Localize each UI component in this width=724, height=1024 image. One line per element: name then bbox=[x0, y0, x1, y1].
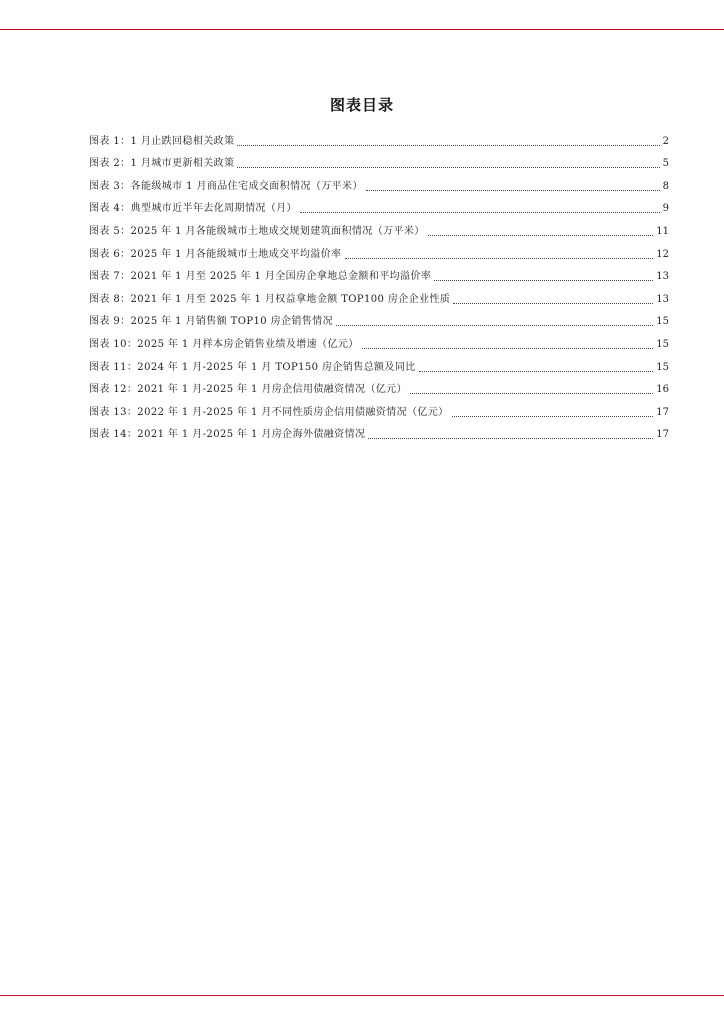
toc-entry-label: 图表 7：2021 年 1 月至 2025 年 1 月全国房企拿地总金额和平均溢价率 bbox=[89, 271, 432, 283]
toc-entry[interactable] bbox=[89, 194, 669, 217]
toc-entry-label: 图表 4：典型城市近半年去化周期情况（月） bbox=[89, 203, 297, 215]
toc-entry-label: 图表 14：2021 年 1 月-2025 年 1 月房企海外债融资情况 bbox=[89, 429, 366, 441]
toc-entry-label: 图表 2：1 月城市更新相关政策 bbox=[89, 158, 235, 170]
toc-entry-page: 9 bbox=[662, 203, 669, 215]
toc-leader-dots bbox=[453, 303, 653, 304]
toc-entry-page: 5 bbox=[662, 158, 669, 170]
toc-entry[interactable] bbox=[89, 239, 669, 262]
toc-entry-label: 图表 13：2022 年 1 月-2025 年 1 月不同性质房企信用债融资情况（亿元） bbox=[89, 406, 449, 418]
toc-leader-dots bbox=[452, 416, 654, 417]
toc-entry-page: 15 bbox=[656, 316, 669, 328]
toc-entry-page: 17 bbox=[656, 406, 669, 418]
toc-entry[interactable] bbox=[89, 420, 669, 443]
footer-rule bbox=[0, 995, 724, 996]
toc-entry[interactable] bbox=[89, 352, 669, 375]
toc-leader-dots bbox=[362, 348, 654, 349]
toc-leader-dots bbox=[419, 371, 654, 372]
toc-entry-page: 13 bbox=[656, 293, 669, 305]
toc-entry[interactable] bbox=[89, 307, 669, 330]
toc-entry[interactable] bbox=[89, 262, 669, 285]
toc-entry-page: 15 bbox=[656, 361, 669, 373]
toc-leader-dots bbox=[300, 212, 660, 213]
toc-entry-label: 图表 6：2025 年 1 月各能级城市土地成交平均溢价率 bbox=[89, 248, 342, 260]
toc-entry-label: 图表 3：各能级城市 1 月商品住宅成交面积情况（万平米） bbox=[89, 180, 363, 192]
toc-entry-page: 16 bbox=[656, 384, 669, 396]
toc-leader-dots bbox=[366, 190, 660, 191]
toc-entry-label: 图表 12：2021 年 1 月-2025 年 1 月房企信用债融资情况（亿元） bbox=[89, 384, 407, 396]
toc-entry-page: 11 bbox=[656, 225, 669, 237]
header-rule bbox=[0, 29, 724, 30]
toc-entry-page: 17 bbox=[656, 429, 669, 441]
toc-entry[interactable] bbox=[89, 397, 669, 420]
toc-leader-dots bbox=[345, 258, 654, 259]
toc-entry[interactable] bbox=[89, 329, 669, 352]
toc-entry[interactable] bbox=[89, 171, 669, 194]
toc-entry-label: 图表 5：2025 年 1 月各能级城市土地成交规划建筑面积情况（万平米） bbox=[89, 225, 425, 237]
toc-entry-label: 图表 1：1 月止跌回稳相关政策 bbox=[89, 135, 235, 147]
toc-entry[interactable] bbox=[89, 149, 669, 172]
toc-leader-dots bbox=[434, 280, 653, 281]
toc-entry-label: 图表 11：2024 年 1 月-2025 年 1 月 TOP150 房企销售总额及同比 bbox=[89, 361, 416, 373]
toc-list bbox=[89, 126, 669, 442]
toc-entry[interactable] bbox=[89, 284, 669, 307]
toc-leader-dots bbox=[428, 235, 654, 236]
toc-title: 图表目录 bbox=[329, 96, 394, 114]
toc-entry[interactable] bbox=[89, 126, 669, 149]
toc-leader-dots bbox=[336, 325, 653, 326]
toc-entry[interactable] bbox=[89, 216, 669, 239]
toc-entry-page: 13 bbox=[656, 271, 669, 283]
toc-entry-label: 图表 8：2021 年 1 月至 2025 年 1 月权益拿地金额 TOP100 房企企业性质 bbox=[89, 293, 451, 305]
toc-entry-page: 15 bbox=[656, 338, 669, 350]
toc-leader-dots bbox=[237, 167, 659, 168]
toc-entry-label: 图表 9：2025 年 1 月销售额 TOP10 房企销售情况 bbox=[89, 316, 333, 328]
toc-entry-page: 8 bbox=[662, 180, 669, 192]
toc-leader-dots bbox=[237, 145, 659, 146]
toc-leader-dots bbox=[410, 393, 653, 394]
toc-entry-page: 12 bbox=[656, 248, 669, 260]
toc-entry[interactable] bbox=[89, 375, 669, 398]
toc-entry-label: 图表 10：2025 年 1 月样本房企销售业绩及增速（亿元） bbox=[89, 338, 359, 350]
toc-leader-dots bbox=[368, 438, 653, 439]
toc-entry-page: 2 bbox=[662, 135, 669, 147]
